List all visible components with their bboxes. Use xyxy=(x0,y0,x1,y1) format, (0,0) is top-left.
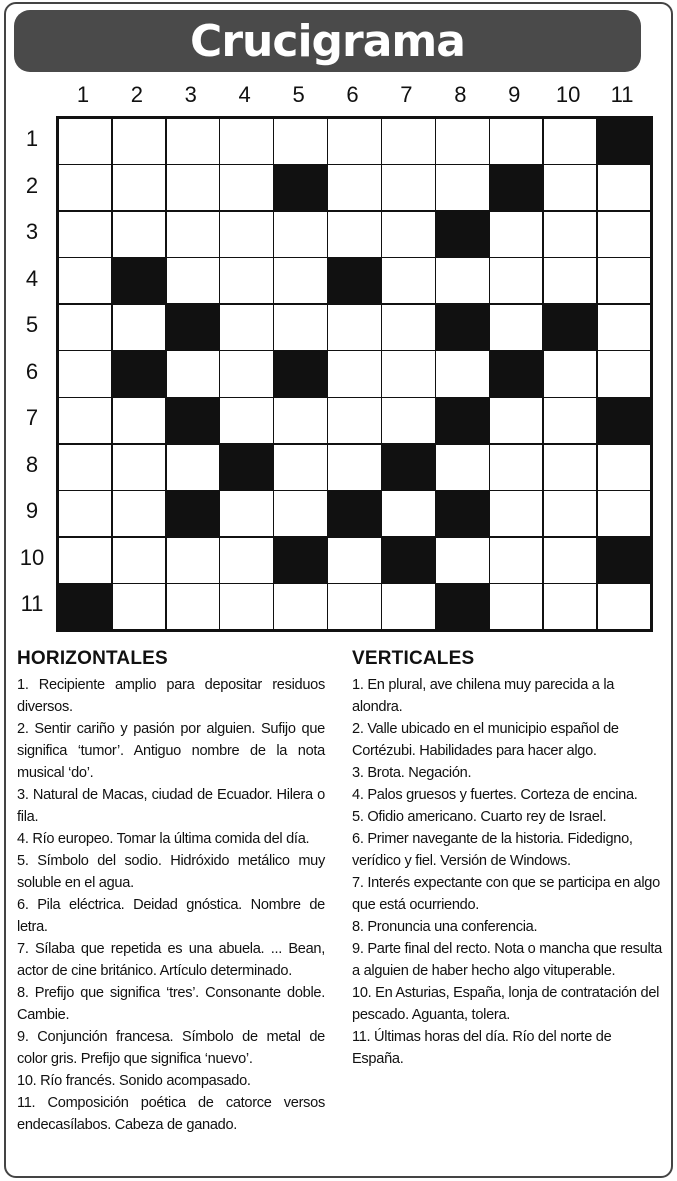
answer-cell[interactable] xyxy=(167,445,220,490)
answer-cell[interactable] xyxy=(328,351,381,396)
black-cell xyxy=(113,351,166,396)
answer-cell[interactable] xyxy=(544,398,597,443)
horizontal-clues xyxy=(17,648,325,1136)
vertical-clue: 11. Últimas horas del día. Río del norte de España. xyxy=(352,1029,612,1067)
answer-cell[interactable] xyxy=(220,584,273,629)
row-number: 2 xyxy=(25,172,39,198)
horizontal-clue: 8. Prefijo que significa ‘tres’. Consonante doble. Cambie. xyxy=(17,985,325,1023)
answer-cell[interactable] xyxy=(167,212,220,257)
answer-cell[interactable] xyxy=(59,212,112,257)
answer-cell[interactable] xyxy=(328,305,381,350)
answer-cell[interactable] xyxy=(113,165,166,210)
horizontal-clue: 11. Composición poética de catorce versos endecasílabos. Cabeza de ganado. xyxy=(17,1095,325,1133)
black-cell xyxy=(490,351,543,396)
answer-cell[interactable] xyxy=(167,584,220,629)
column-number: 8 xyxy=(454,82,467,107)
column-number: 10 xyxy=(555,82,581,107)
black-cell xyxy=(544,305,597,350)
horizontal-clue: 1. Recipiente amplio para depositar residuos diversos. xyxy=(17,677,325,715)
black-cell xyxy=(436,584,489,629)
answer-cell[interactable] xyxy=(544,584,597,629)
row-number: 9 xyxy=(25,498,39,524)
answer-cell[interactable] xyxy=(436,538,489,583)
answer-cell[interactable] xyxy=(598,491,651,536)
column-number: 9 xyxy=(508,82,521,107)
answer-cell[interactable] xyxy=(382,398,435,443)
answer-cell[interactable] xyxy=(328,212,381,257)
black-cell xyxy=(328,258,381,303)
black-cell xyxy=(436,305,489,350)
black-cell xyxy=(382,538,435,583)
answer-cell[interactable] xyxy=(328,538,381,583)
answer-cell[interactable] xyxy=(598,212,651,257)
horizontal-clue: 6. Pila eléctrica. Deidad gnóstica. Nombre de letra. xyxy=(17,897,325,935)
answer-cell[interactable] xyxy=(436,258,489,303)
answer-cell[interactable] xyxy=(59,398,112,443)
vertical-clue: 3. Brota. Negación. xyxy=(352,765,472,781)
black-cell xyxy=(274,538,327,583)
horizontal-clue: 9. Conjunción francesa. Símbolo de metal de color gris. Prefijo que significa ‘nuevo’. xyxy=(17,1029,325,1067)
answer-cell[interactable] xyxy=(598,258,651,303)
answer-cell[interactable] xyxy=(220,165,273,210)
answer-cell[interactable] xyxy=(544,212,597,257)
answer-cell[interactable] xyxy=(436,351,489,396)
answer-cell[interactable] xyxy=(113,212,166,257)
answer-cell[interactable] xyxy=(113,119,166,164)
black-cell xyxy=(598,538,651,583)
black-cell xyxy=(167,305,220,350)
answer-cell[interactable] xyxy=(544,351,597,396)
answer-cell[interactable] xyxy=(274,491,327,536)
row-numbers xyxy=(8,116,56,631)
answer-cell[interactable] xyxy=(167,351,220,396)
answer-cell[interactable] xyxy=(544,445,597,490)
answer-cell[interactable] xyxy=(59,445,112,490)
horizontal-clue: 10. Río francés. Sonido acompasado. xyxy=(17,1073,251,1089)
row-number: 4 xyxy=(25,265,39,291)
answer-cell[interactable] xyxy=(598,445,651,490)
answer-cell[interactable] xyxy=(220,351,273,396)
vertical-clue: 5. Ofidio americano. Cuarto rey de Israel. xyxy=(352,809,607,825)
answer-cell[interactable] xyxy=(544,165,597,210)
answer-cell[interactable] xyxy=(220,305,273,350)
answer-cell[interactable] xyxy=(544,119,597,164)
answer-cell[interactable] xyxy=(382,491,435,536)
vertical-clue: 6. Primer navegante de la historia. Fidedigno, verídico y fiel. Versión de Windows. xyxy=(352,831,633,869)
answer-cell[interactable] xyxy=(113,398,166,443)
black-cell xyxy=(220,445,273,490)
horizontal-clue: 7. Sílaba que repetida es una abuela. ... Bean, actor de cine británico. Artículo determinado. xyxy=(17,941,325,979)
answer-cell[interactable] xyxy=(274,212,327,257)
vertical-clues-heading: VERTICALES xyxy=(352,648,475,669)
vertical-clue: 8. Pronuncia una conferencia. xyxy=(352,919,538,935)
black-cell xyxy=(490,165,543,210)
answer-cell[interactable] xyxy=(59,351,112,396)
black-cell xyxy=(436,491,489,536)
black-cell xyxy=(436,398,489,443)
answer-cell[interactable] xyxy=(382,165,435,210)
vertical-clues xyxy=(352,648,666,1070)
black-cell xyxy=(167,398,220,443)
vertical-clue: 9. Parte final del recto. Nota o mancha que resulta a alguien de haber hecho algo vituperable. xyxy=(352,941,663,979)
black-cell xyxy=(598,398,651,443)
page-title: Crucigrama xyxy=(190,15,465,67)
black-cell xyxy=(436,212,489,257)
answer-cell[interactable] xyxy=(598,305,651,350)
answer-cell[interactable] xyxy=(328,165,381,210)
answer-cell[interactable] xyxy=(220,398,273,443)
black-cell xyxy=(59,584,112,629)
black-cell xyxy=(598,119,651,164)
answer-cell[interactable] xyxy=(544,538,597,583)
vertical-clue: 1. En plural, ave chilena muy parecida a la alondra. xyxy=(352,677,615,715)
answer-cell[interactable] xyxy=(113,305,166,350)
vertical-clue: 7. Interés expectante con que se participa en algo que está ocurriendo. xyxy=(352,875,660,913)
answer-cell[interactable] xyxy=(490,538,543,583)
answer-cell[interactable] xyxy=(220,119,273,164)
answer-cell[interactable] xyxy=(113,491,166,536)
answer-cell[interactable] xyxy=(113,538,166,583)
answer-cell[interactable] xyxy=(436,119,489,164)
answer-cell[interactable] xyxy=(328,445,381,490)
answer-cell[interactable] xyxy=(598,165,651,210)
column-number: 6 xyxy=(346,82,359,107)
horizontal-clues-heading: HORIZONTALES xyxy=(17,648,168,669)
answer-cell[interactable] xyxy=(274,305,327,350)
black-cell xyxy=(113,258,166,303)
vertical-clue: 4. Palos gruesos y fuertes. Corteza de encina. xyxy=(352,787,638,803)
answer-cell[interactable] xyxy=(382,584,435,629)
answer-cell[interactable] xyxy=(490,445,543,490)
column-number: 2 xyxy=(130,82,143,107)
answer-cell[interactable] xyxy=(490,305,543,350)
answer-cell[interactable] xyxy=(59,305,112,350)
title-banner xyxy=(14,10,641,72)
answer-cell[interactable] xyxy=(382,305,435,350)
vertical-clue: 10. En Asturias, España, lonja de contratación del pescado. Aguanta, tolera. xyxy=(352,985,660,1023)
answer-cell[interactable] xyxy=(382,258,435,303)
column-number: 4 xyxy=(238,82,251,107)
answer-cell[interactable] xyxy=(220,212,273,257)
row-number: 3 xyxy=(25,219,39,245)
crossword-grid xyxy=(56,116,653,632)
answer-cell[interactable] xyxy=(59,491,112,536)
horizontal-clue: 2. Sentir cariño y pasión por alguien. Sufijo que significa ‘tumor’. Antiguo nombre de la nota musical ‘do’. xyxy=(17,721,325,781)
answer-cell[interactable] xyxy=(382,212,435,257)
answer-cell[interactable] xyxy=(274,119,327,164)
answer-cell[interactable] xyxy=(544,491,597,536)
horizontal-clue-list xyxy=(17,674,325,1136)
black-cell xyxy=(274,351,327,396)
answer-cell[interactable] xyxy=(436,445,489,490)
column-number: 5 xyxy=(292,82,305,107)
answer-cell[interactable] xyxy=(274,398,327,443)
answer-cell[interactable] xyxy=(328,119,381,164)
answer-cell[interactable] xyxy=(113,445,166,490)
answer-cell[interactable] xyxy=(274,584,327,629)
row-number: 5 xyxy=(25,312,39,338)
answer-cell[interactable] xyxy=(167,258,220,303)
row-number: 8 xyxy=(25,451,39,477)
answer-cell[interactable] xyxy=(59,258,112,303)
answer-cell[interactable] xyxy=(328,398,381,443)
answer-cell[interactable] xyxy=(598,351,651,396)
answer-cell[interactable] xyxy=(598,584,651,629)
column-number: 7 xyxy=(400,82,413,107)
horizontal-clue: 3. Natural de Macas, ciudad de Ecuador. Hilera o fila. xyxy=(17,787,325,825)
vertical-clue: 2. Valle ubicado en el municipio español de Cortézubi. Habilidades para hacer algo. xyxy=(352,721,619,759)
vertical-clue-list xyxy=(352,674,666,1070)
answer-cell[interactable] xyxy=(328,584,381,629)
answer-cell[interactable] xyxy=(113,584,166,629)
black-cell xyxy=(167,491,220,536)
answer-cell[interactable] xyxy=(274,258,327,303)
answer-cell[interactable] xyxy=(490,258,543,303)
black-cell xyxy=(274,165,327,210)
answer-cell[interactable] xyxy=(382,119,435,164)
answer-cell[interactable] xyxy=(490,398,543,443)
answer-cell[interactable] xyxy=(436,165,489,210)
row-number: 6 xyxy=(25,358,39,384)
answer-cell[interactable] xyxy=(490,491,543,536)
answer-cell[interactable] xyxy=(274,445,327,490)
answer-cell[interactable] xyxy=(59,165,112,210)
answer-cell[interactable] xyxy=(167,119,220,164)
horizontal-clue: 4. Río europeo. Tomar la última comida del día. xyxy=(17,831,310,847)
answer-cell[interactable] xyxy=(167,538,220,583)
black-cell xyxy=(382,445,435,490)
answer-cell[interactable] xyxy=(220,258,273,303)
answer-cell[interactable] xyxy=(490,119,543,164)
answer-cell[interactable] xyxy=(167,165,220,210)
horizontal-clue: 5. Símbolo del sodio. Hidróxido metálico muy soluble en el agua. xyxy=(17,853,325,891)
column-numbers xyxy=(56,78,653,112)
column-number: 3 xyxy=(184,82,197,107)
column-number: 11 xyxy=(610,82,634,107)
answer-cell[interactable] xyxy=(220,491,273,536)
answer-cell[interactable] xyxy=(59,119,112,164)
row-number: 11 xyxy=(20,591,44,617)
answer-cell[interactable] xyxy=(382,351,435,396)
answer-cell[interactable] xyxy=(490,584,543,629)
black-cell xyxy=(328,491,381,536)
answer-cell[interactable] xyxy=(59,538,112,583)
answer-cell[interactable] xyxy=(490,212,543,257)
answer-cell[interactable] xyxy=(544,258,597,303)
row-number: 1 xyxy=(25,126,39,151)
column-number: 1 xyxy=(76,82,90,107)
row-number: 10 xyxy=(19,544,45,570)
answer-cell[interactable] xyxy=(220,538,273,583)
row-number: 7 xyxy=(25,405,39,431)
